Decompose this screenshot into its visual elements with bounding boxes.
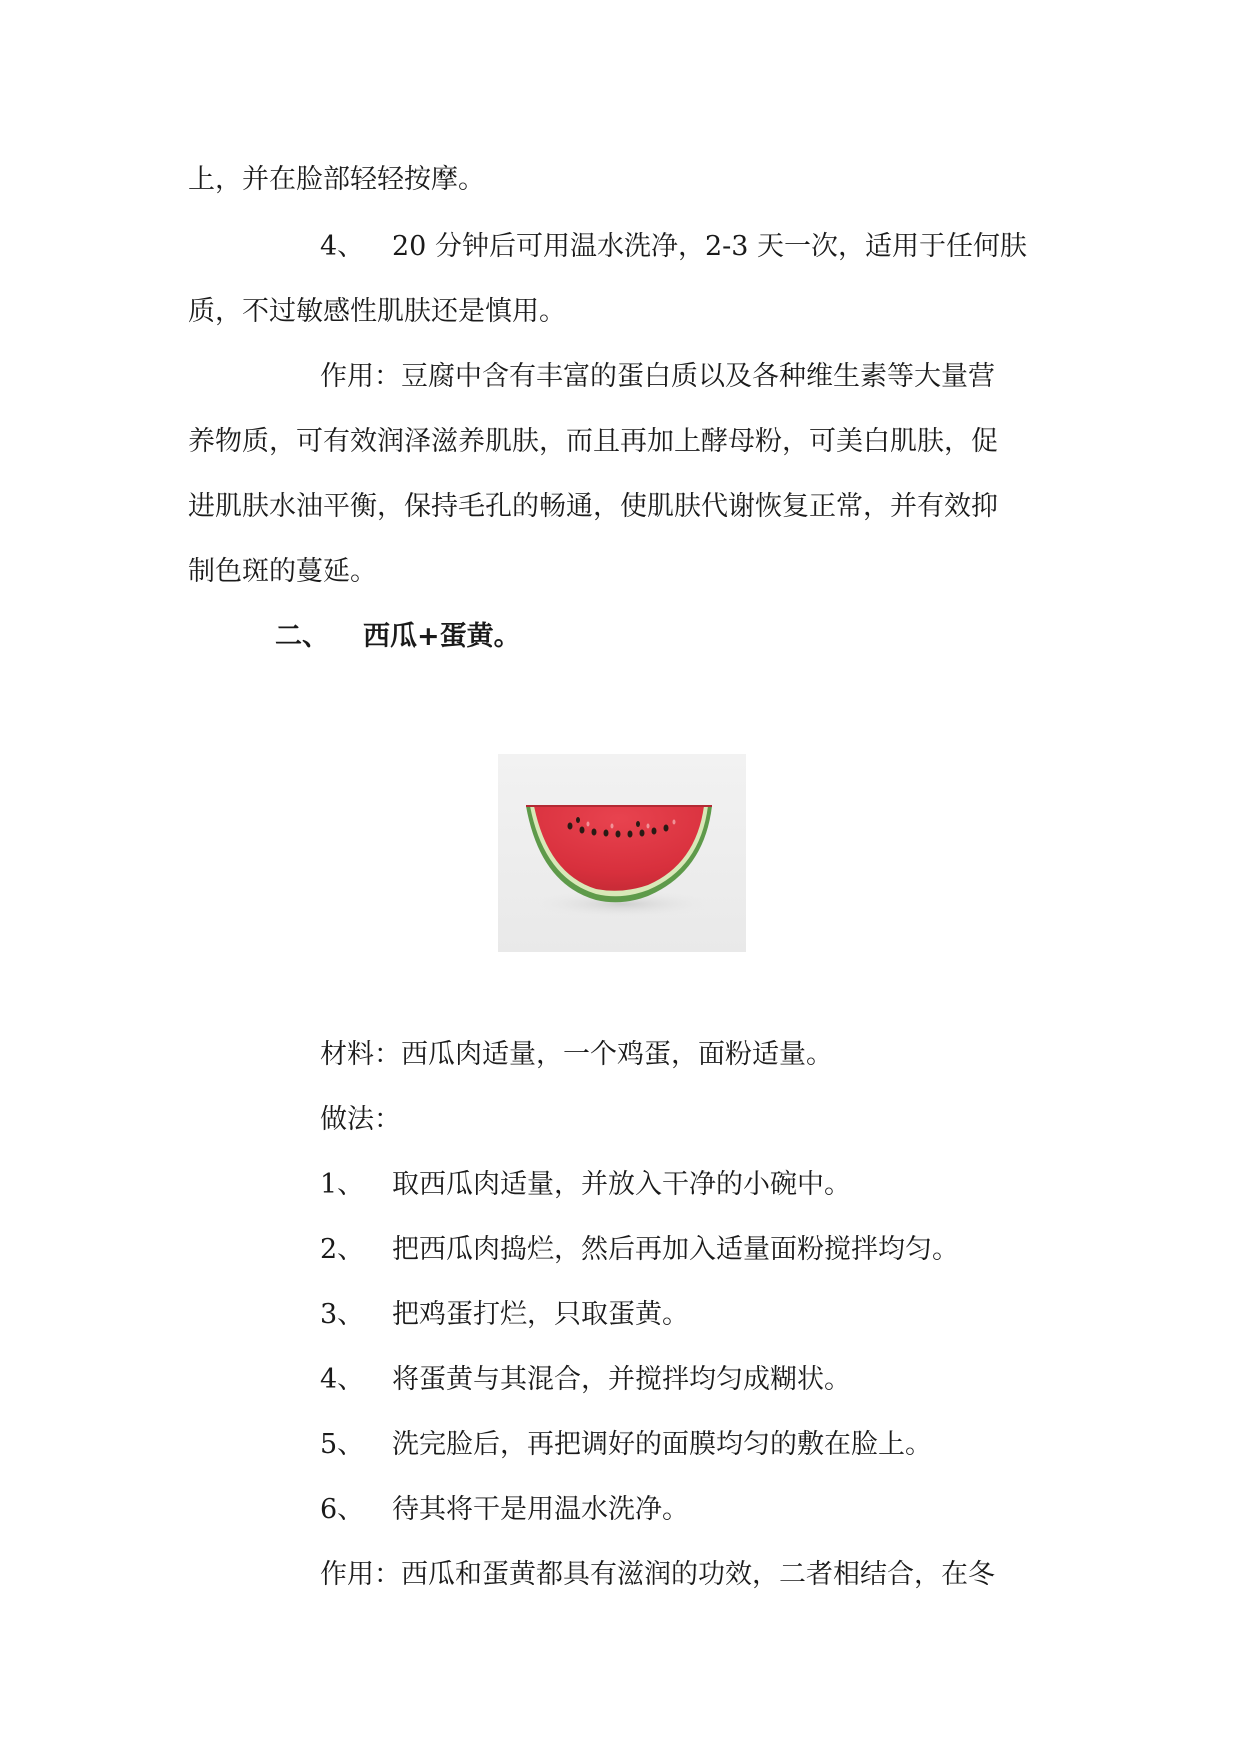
step-number: 2、 [320,1234,365,1265]
step-item [320,1490,689,1530]
section-heading [275,617,521,657]
step-number: 4、 [320,231,365,262]
step-text: 将蛋黄与其混合，并搅拌均匀成糊状。 [392,1364,851,1395]
step-number: 1、 [320,1169,365,1200]
effect-paragraph-line: 进肌肤水油平衡，保持毛孔的畅通，使肌肤代谢恢复正常，并有效抑 [188,491,998,522]
step-text: 20 分钟后可用温水洗净，2-3 天一次，适用于任何肤 [392,231,1028,262]
step-item [320,1165,851,1205]
section-title: 西瓜+蛋黄。 [363,621,521,652]
method-label: 做法： [320,1104,401,1135]
step-text: 把鸡蛋打烂，只取蛋黄。 [392,1299,689,1330]
effect-paragraph-line: 制色斑的蔓延。 [188,556,377,587]
effect-paragraph-line: 作用：豆腐中含有丰富的蛋白质以及各种维生素等大量营 [320,361,995,392]
effect-paragraph-line: 作用：西瓜和蛋黄都具有滋润的功效，二者相结合，在冬 [320,1559,995,1590]
step-number: 5、 [320,1429,365,1460]
step-item-prev-4 [320,227,1027,267]
step-text: 待其将干是用温水洗净。 [392,1494,689,1525]
materials-line: 材料：西瓜肉适量，一个鸡蛋，面粉适量。 [320,1039,833,1070]
step-item [320,1295,689,1335]
step-item [320,1425,932,1465]
step-item [320,1230,959,1270]
effect-paragraph-line: 养物质，可有效润泽滋养肌肤，而且再加上酵母粉，可美白肌肤，促 [188,426,998,457]
watermelon-image [498,754,746,952]
watermelon-slice-icon [498,754,746,952]
step-item [320,1360,851,1400]
step-text: 取西瓜肉适量，并放入干净的小碗中。 [392,1169,851,1200]
step-text: 把西瓜肉捣烂，然后再加入适量面粉搅拌均匀。 [392,1234,959,1265]
step-text-continuation: 质，不过敏感性肌肤还是慎用。 [188,296,566,327]
section-number: 二、 [275,621,329,652]
step-number: 3、 [320,1299,365,1330]
step-number: 6、 [320,1494,365,1525]
paragraph-continuation: 上，并在脸部轻轻按摩。 [188,164,485,195]
step-text: 洗完脸后，再把调好的面膜均匀的敷在脸上。 [392,1429,932,1460]
step-number: 4、 [320,1364,365,1395]
